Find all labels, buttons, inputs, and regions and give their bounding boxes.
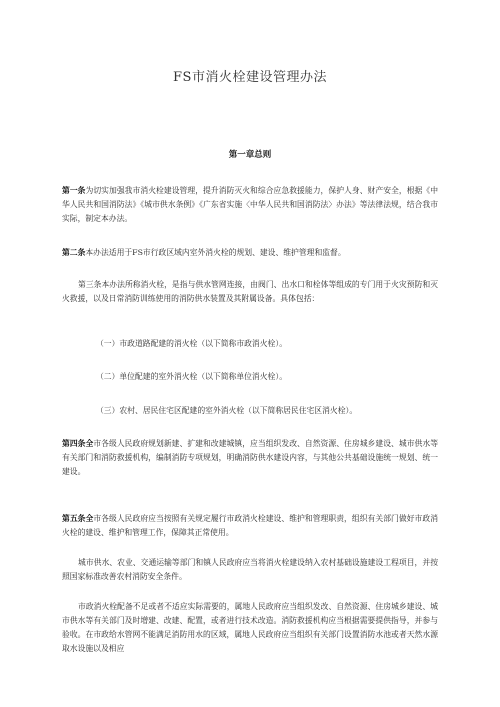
article-label: 第一条 <box>62 186 86 195</box>
article-1 <box>62 184 438 226</box>
paragraph-text: 市政消火栓配备不足或者不适应实际需要的，属地人民政府应当组织发改、自然资源、住房城乡建设、城市供水等有关部门及时增建、改建、配置，或者进行技术改造。消防救援机构应当根据需要提供指导，并参与验收。在市政给水管网不能满足消防用水的区域，属地人民政府应当组织有关部门设置消防水池或者天然水源取水设施以及相应 <box>62 602 438 653</box>
article-label: 第五条全 <box>62 514 94 523</box>
paragraph <box>62 556 438 584</box>
article-5 <box>62 512 438 540</box>
article-label: 第四条全 <box>62 439 94 448</box>
article-3 <box>62 278 438 306</box>
article-text: 市各级人民政府应当按照有关规定履行市政消火栓建设、维护和管理职责，组织有关部门做好市政消火栓的建设、维护和管理工作，保障其正常使用。 <box>62 514 439 537</box>
article-4 <box>62 437 438 479</box>
paragraph <box>62 600 438 656</box>
article-text: 本办法适用于FS市行政区域内室外消火栓的规划、建设、维护管理和监督。 <box>85 248 346 257</box>
article-text: 市各级人民政府规划新建、扩建和改建城镇，应当组织发改、自然资源、住房城乡建设、城市供水等有关部门和消防救援机构，编制消防专项规划，明确消防供水建设内容，与其他公共基础设施统一规划、统一建设。 <box>62 439 439 476</box>
article-label: 第二条 <box>62 248 86 257</box>
article-2 <box>62 246 438 260</box>
paragraph-text: 城市供水、农业、交通运输等部门和镇人民政府应当将消火栓建设纳入农村基础设施建设工程项目，并按照国家标准改善农村消防安全条件。 <box>62 558 438 581</box>
list-item: （二）单位配建的室外消火栓（以下简称单位消火栓）。 <box>96 372 288 381</box>
chapter-heading: 第一章总则 <box>228 150 272 160</box>
article-text: 为切实加强我市消火栓建设管理，提升消防灭火和综合应急救援能力，保护人身、财产安全，根据《中华人民共和国消防法》《城市供水条例》《广东省实施〈中华人民共和国消防法〉办法》等法律法规，结合我市实际，制定本办法。 <box>62 186 439 223</box>
list-item: （一）市政道路配建的消火栓（以下简称市政消火栓）。 <box>96 339 288 348</box>
article-text: 第三条本办法所称消火栓，是指与供水管网连接，由阀门、出水口和栓体等组成的专门用于火灾预防和灭火救援，以及日常消防训练使用的消防供水装置及其附属设备。具体包括： <box>62 280 438 303</box>
list-item: （三）农村、居民住宅区配建的室外消火栓（以下简称居民住宅区消火栓）。 <box>96 406 358 415</box>
document-title: FS市消火栓建设管理办法 <box>173 70 327 85</box>
